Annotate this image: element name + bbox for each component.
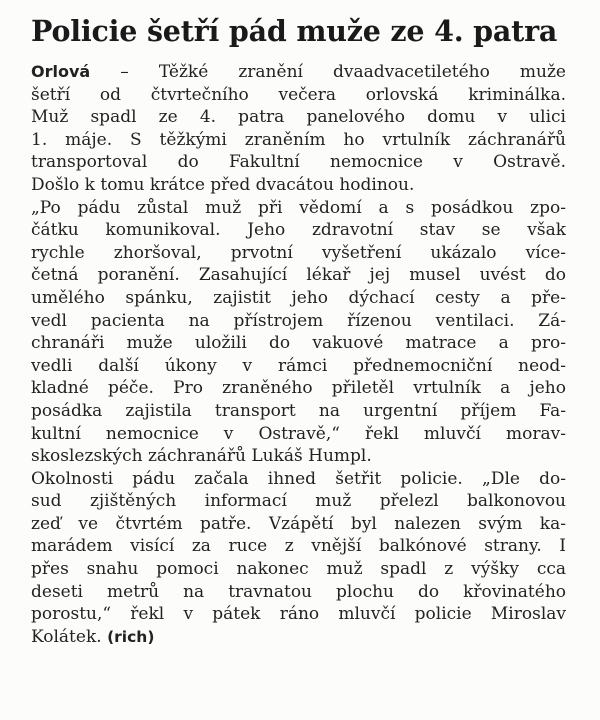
article-line-9: rychle zhoršoval, prvotní vyšetření ukázalo více- xyxy=(31,242,566,263)
article-body xyxy=(31,61,566,648)
article-line-12: vedl pacienta na přístrojem řízenou ventilaci. Zá- xyxy=(31,310,566,331)
article-byline: (rich) xyxy=(107,627,155,646)
article-line-24: deseti metrů na travnatou plochu do křovinatého xyxy=(31,581,566,602)
article-line-1 xyxy=(31,61,566,84)
article-line-20: sud zjištěných informací muž přelezl balkonovou xyxy=(31,491,566,512)
article-line-26 xyxy=(31,626,566,649)
article-line-25: porostu,“ řekl v pátek ráno mluvčí policie Miroslav xyxy=(31,604,566,625)
article-line-23: přes snahu pomoci nakonec muž spadl z výšky cca xyxy=(31,559,566,580)
article-line-8: čátku komunikoval. Jeho zdravotní stav se však xyxy=(31,220,566,241)
article-line-1-text: – Těžké zranění dvaadvacetiletého muže xyxy=(90,62,566,82)
article-line-11: umělého spánku, zajistit jeho dýchací cesty a pře- xyxy=(31,287,566,308)
article-dateline: Orlová xyxy=(31,62,91,81)
article-line-4: 1. máje. S těžkými zraněním ho vrtulník záchranářů xyxy=(31,129,566,150)
article-line-10: četná poranění. Zasahující lékař jej musel uvést do xyxy=(31,265,566,286)
article-line-26-text: Kolátek. xyxy=(31,626,108,647)
article-line-6: Došlo k tomu krátce před dvacátou hodinou. xyxy=(31,174,415,195)
article-line-14: vedli další úkony v rámci přednemocniční neod- xyxy=(31,355,566,376)
article-line-17: kultní nemocnice v Ostravě,“ řekl mluvčí morav- xyxy=(31,423,566,444)
article-line-19: Okolnosti pádu začala ihned šetřit policie. „Dle do- xyxy=(31,468,566,489)
article-line-7: „Po pádu zůstal muž při vědomí a s posádkou zpo- xyxy=(31,197,566,218)
article-line-15: kladné péče. Pro zraněného přiletěl vrtulník a jeho xyxy=(31,378,566,399)
article-line-22: marádem visící za ruce z vnější balkónové strany. I xyxy=(31,536,566,557)
article-line-2: šetří od čtvrtečního večera orlovská kriminálka. xyxy=(31,84,566,105)
article-line-21: zeď ve čtvrtém patře. Vzápětí byl nalezen svým ka- xyxy=(31,513,566,534)
article-line-16: posádka zajistila transport na urgentní příjem Fa- xyxy=(31,400,566,421)
article-headline: Policie šetří pád muže ze 4. patra xyxy=(31,14,558,48)
article-line-3: Muž spadl ze 4. patra panelového domu v ulici xyxy=(31,107,566,128)
article-line-5: transportoval do Fakultní nemocnice v Ostravě. xyxy=(31,152,566,173)
article-line-18: skoslezských záchranářů Lukáš Humpl. xyxy=(31,446,372,467)
article-line-13: chranáři muže uložili do vakuové matrace a pro- xyxy=(31,333,566,354)
